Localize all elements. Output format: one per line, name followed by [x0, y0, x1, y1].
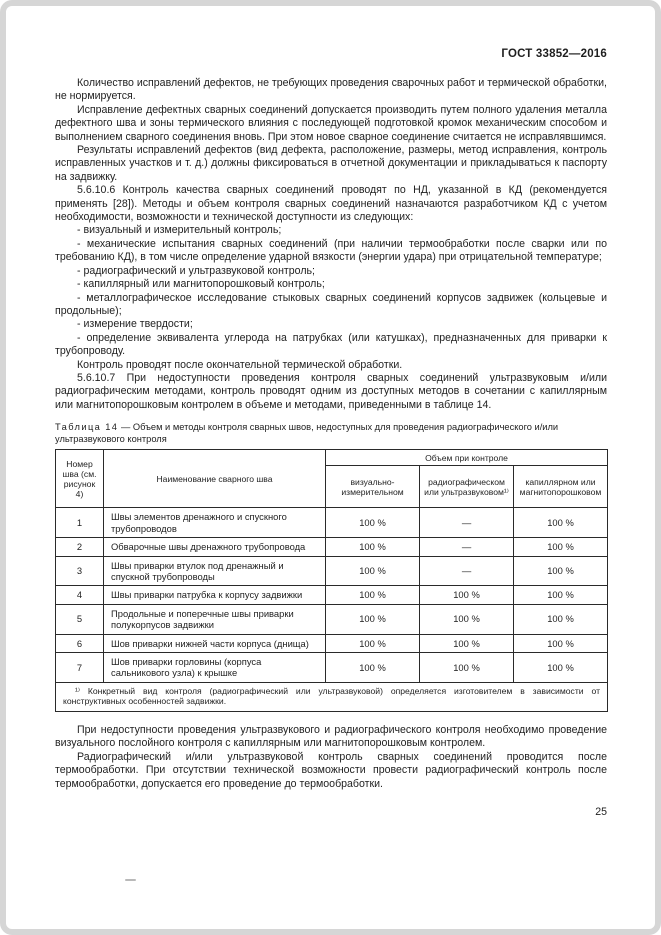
- cell-radiographic: 100 %: [420, 604, 514, 634]
- table-footnote: ¹⁾ Конкретный вид контроля (радиографический или ультразвуковой) определяется изготовителем в зависимости от конструктивных особенностей задвижки.: [56, 682, 608, 711]
- table-caption-label: Таблица 14: [55, 422, 119, 433]
- cell-capillary: 100 %: [514, 538, 608, 556]
- column-group-header-scope: Объем при контроле: [326, 450, 608, 466]
- cell-seam-number: 2: [56, 538, 104, 556]
- table-row: [56, 634, 608, 652]
- table-row: [56, 508, 608, 538]
- cell-capillary: 100 %: [514, 604, 608, 634]
- cell-seam-number: 1: [56, 508, 104, 538]
- list-item: - механические испытания сварных соединений (при наличии термообработки после сварки или по требованию КД), в том числе определение ударной вязкости (энергии удара) при отрицательной температуре;: [55, 237, 607, 264]
- body-paragraph: Исправление дефектных сварных соединений допускается производить путем полного удаления металла дефектного шва и зоны термического влияния с последующей подготовкой кромок механическим способом и выполнением сварного соединения вновь. При этом новое сварное соединение считается не исправлявшимся.: [55, 103, 607, 143]
- cell-seam-number: 7: [56, 653, 104, 683]
- table-row: [56, 604, 608, 634]
- column-header-radiographic: радиографическом или ультразвуковом¹⁾: [420, 466, 514, 508]
- body-paragraph: Радиографический и/или ультразвуковой контроль сварных соединений проводится после термообработки. При отсутствии технической возможности провести радиографический контроль после термообработки, допускается его проведение до термообработки.: [55, 750, 607, 790]
- cell-seam-name: Швы элементов дренажного и спускного трубопроводов: [104, 508, 326, 538]
- table-caption-text: — Объем и методы контроля сварных швов, недоступных для проведения радиографического и/или ультразвукового контроля: [55, 422, 559, 444]
- column-header-capillary: капиллярном или магнитопорошковом: [514, 466, 608, 508]
- table-caption: [55, 422, 607, 445]
- cell-visual: 100 %: [326, 653, 420, 683]
- cell-radiographic: —: [420, 556, 514, 586]
- cell-seam-name: Обварочные швы дренажного трубопровода: [104, 538, 326, 556]
- list-item: - металлографическое исследование стыковых сварных соединений корпусов задвижек (кольцевые и продольные);: [55, 291, 607, 317]
- cell-seam-name: Продольные и поперечные швы приварки полукорпусов задвижки: [104, 604, 326, 634]
- list-item: - визуальный и измерительный контроль;: [77, 224, 282, 237]
- body-paragraph: При недоступности проведения ультразвукового и радиографического контроля необходимо проведение визуального послойного контроля с капиллярным или магнитопорошковым контролем.: [55, 724, 607, 750]
- body-text: [55, 77, 607, 412]
- body-paragraph: Контроль проводят после окончательной термической обработки.: [77, 358, 403, 371]
- table-14: [55, 449, 608, 712]
- table-row: [56, 538, 608, 556]
- cell-seam-name: Швы приварки патрубка к корпусу задвижки: [104, 586, 326, 604]
- cell-capillary: 100 %: [514, 556, 608, 586]
- table-header-row: [56, 450, 608, 466]
- cell-capillary: 100 %: [514, 634, 608, 652]
- cell-visual: 100 %: [326, 556, 420, 586]
- cell-capillary: 100 %: [514, 586, 608, 604]
- table-row: [56, 586, 608, 604]
- cell-seam-name: Шов приварки нижней части корпуса (днища): [104, 634, 326, 652]
- list-item: - измерение твердости;: [77, 318, 193, 331]
- cell-visual: 100 %: [326, 508, 420, 538]
- body-paragraph: Количество исправлений дефектов, не требующих проведения сварочных работ и термической обработки, не нормируется.: [55, 77, 607, 103]
- page-content: [55, 48, 607, 818]
- cell-seam-name: Шов приварки горловины (корпуса сальникового узла) к крышке: [104, 653, 326, 683]
- cell-seam-number: 4: [56, 586, 104, 604]
- cell-visual: 100 %: [326, 586, 420, 604]
- table-row: [56, 556, 608, 586]
- clause-5-6-10-6: 5.6.10.6 Контроль качества сварных соединений проводят по НД, указанной в КД (рекомендуется применять [28]). Методы и объем контроля сварных соединений назначаются разработчиком КД с учетом необходимости, возможности и технической доступности из следующих:: [55, 184, 607, 224]
- page-number: 25: [595, 806, 607, 819]
- cell-radiographic: —: [420, 508, 514, 538]
- column-header-visual: визуально-измерительном: [326, 466, 420, 508]
- column-header-seam-name: Наименование сварного шва: [104, 450, 326, 508]
- table-row: [56, 653, 608, 683]
- cell-capillary: 100 %: [514, 508, 608, 538]
- cell-seam-number: 3: [56, 556, 104, 586]
- cell-visual: 100 %: [326, 634, 420, 652]
- clause-5-6-10-7: 5.6.10.7 При недоступности проведения контроля сварных соединений ультразвуковым и/или радиографическим методами, контроль проводят одним из доступных методов в сочетании с капиллярным или магнитопорошковым контролем в объеме и методами, приведенными в таблице 14.: [55, 371, 607, 411]
- cell-seam-number: 6: [56, 634, 104, 652]
- scan-artifact: [125, 879, 136, 881]
- cell-seam-number: 5: [56, 604, 104, 634]
- cell-radiographic: —: [420, 538, 514, 556]
- column-header-seam-number: Номер шва (см. рисунок 4): [56, 450, 104, 508]
- cell-seam-name: Швы приварки втулок под дренажный и спускной трубопроводы: [104, 556, 326, 586]
- cell-radiographic: 100 %: [420, 586, 514, 604]
- list-item: - радиографический и ультразвуковой контроль;: [77, 264, 315, 277]
- cell-visual: 100 %: [326, 538, 420, 556]
- list-item: - капиллярный или магнитопорошковый контроль;: [77, 278, 325, 291]
- closing-text: [55, 724, 607, 791]
- cell-visual: 100 %: [326, 604, 420, 634]
- body-paragraph: Результаты исправлений дефектов (вид дефекта, расположение, размеры, метод исправления, контроль исправленных участков и т. д.) должны фиксироваться в отчетной документации и прикладываться к паспорту на задвижку.: [55, 144, 607, 183]
- list-item: - определение эквивалента углерода на патрубках (или катушках), предназначенных для приварки к трубопроводу.: [55, 331, 607, 358]
- cell-radiographic: 100 %: [420, 634, 514, 652]
- cell-capillary: 100 %: [514, 653, 608, 683]
- table-footnote-row: [56, 682, 608, 711]
- document-title: ГОСТ 33852—2016: [501, 48, 607, 60]
- cell-radiographic: 100 %: [420, 653, 514, 683]
